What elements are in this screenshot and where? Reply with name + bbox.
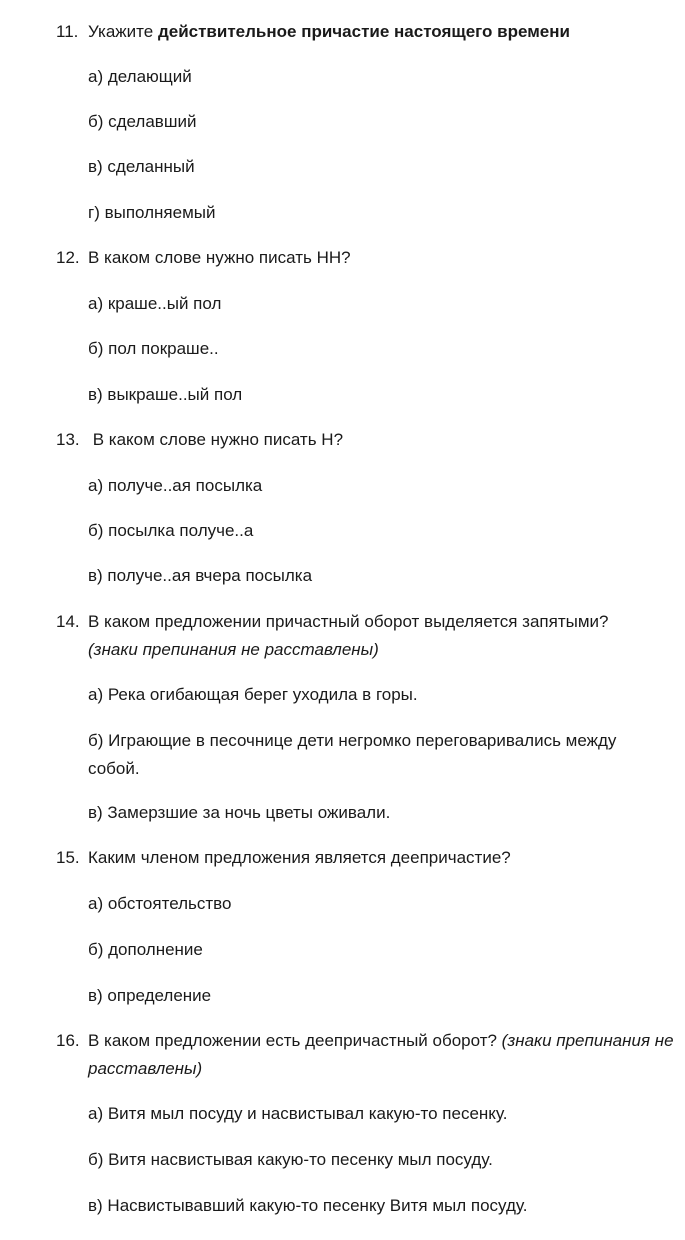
option: б) сделавший xyxy=(88,112,197,131)
question-text: В каком слове нужно писать НН? xyxy=(88,248,351,267)
question-text-plain: В каком предложении причастный оборот выделяется запятыми? xyxy=(88,612,609,631)
question-text: Каким членом предложения является деепричастие? xyxy=(88,848,511,867)
question-text xyxy=(88,608,685,664)
option: а) Витя мыл посуду и насвистывал какую-то песенку. xyxy=(88,1104,508,1123)
question-text-bold: действительное причастие настоящего времени xyxy=(157,22,570,41)
option: а) краше..ый пол xyxy=(88,294,222,313)
question-text xyxy=(88,18,685,46)
option: в) определение xyxy=(88,986,212,1005)
option: б) пол покраше.. xyxy=(88,339,219,358)
option: в) сделанный xyxy=(88,157,195,176)
question-text: В каком слове нужно писать Н? xyxy=(88,430,344,449)
option: а) Река огибающая берег уходила в горы. xyxy=(88,685,418,704)
option: б) посылка получе..а xyxy=(88,521,254,540)
question-text-plain: В каком предложении есть деепричастный оборот? xyxy=(88,1031,502,1050)
option: а) делающий xyxy=(88,67,192,86)
question-number: 11. xyxy=(56,22,79,41)
question-number: 16. xyxy=(56,1031,80,1050)
option: б) дополнение xyxy=(88,940,203,959)
option: в) получе..ая вчера посылка xyxy=(88,566,313,585)
option: б) Витя насвистывая какую-то песенку мыл посуду. xyxy=(88,1150,493,1169)
question-number: 13. xyxy=(56,430,80,449)
option: б) Играющие в песочнице дети негромко переговаривались между собой. xyxy=(88,731,617,778)
option: в) Насвистывавший какую-то песенку Витя мыл посуду. xyxy=(88,1196,528,1215)
option: в) выкраше..ый пол xyxy=(88,385,243,404)
option: а) получе..ая посылка xyxy=(88,476,263,495)
option: в) Замерзшие за ночь цветы оживали. xyxy=(88,803,391,822)
question-number: 12. xyxy=(56,248,80,267)
question-number: 15. xyxy=(56,848,80,867)
question-text-plain: Укажите xyxy=(88,22,158,41)
option: а) обстоятельство xyxy=(88,894,232,913)
question-text xyxy=(88,1027,685,1083)
option: г) выполняемый xyxy=(88,203,216,222)
question-note-italic: (знаки препинания не расставлены) xyxy=(88,640,379,659)
question-note-italic: (знаки препинания не расставлены) xyxy=(88,1031,674,1078)
question-number: 14. xyxy=(56,612,80,631)
